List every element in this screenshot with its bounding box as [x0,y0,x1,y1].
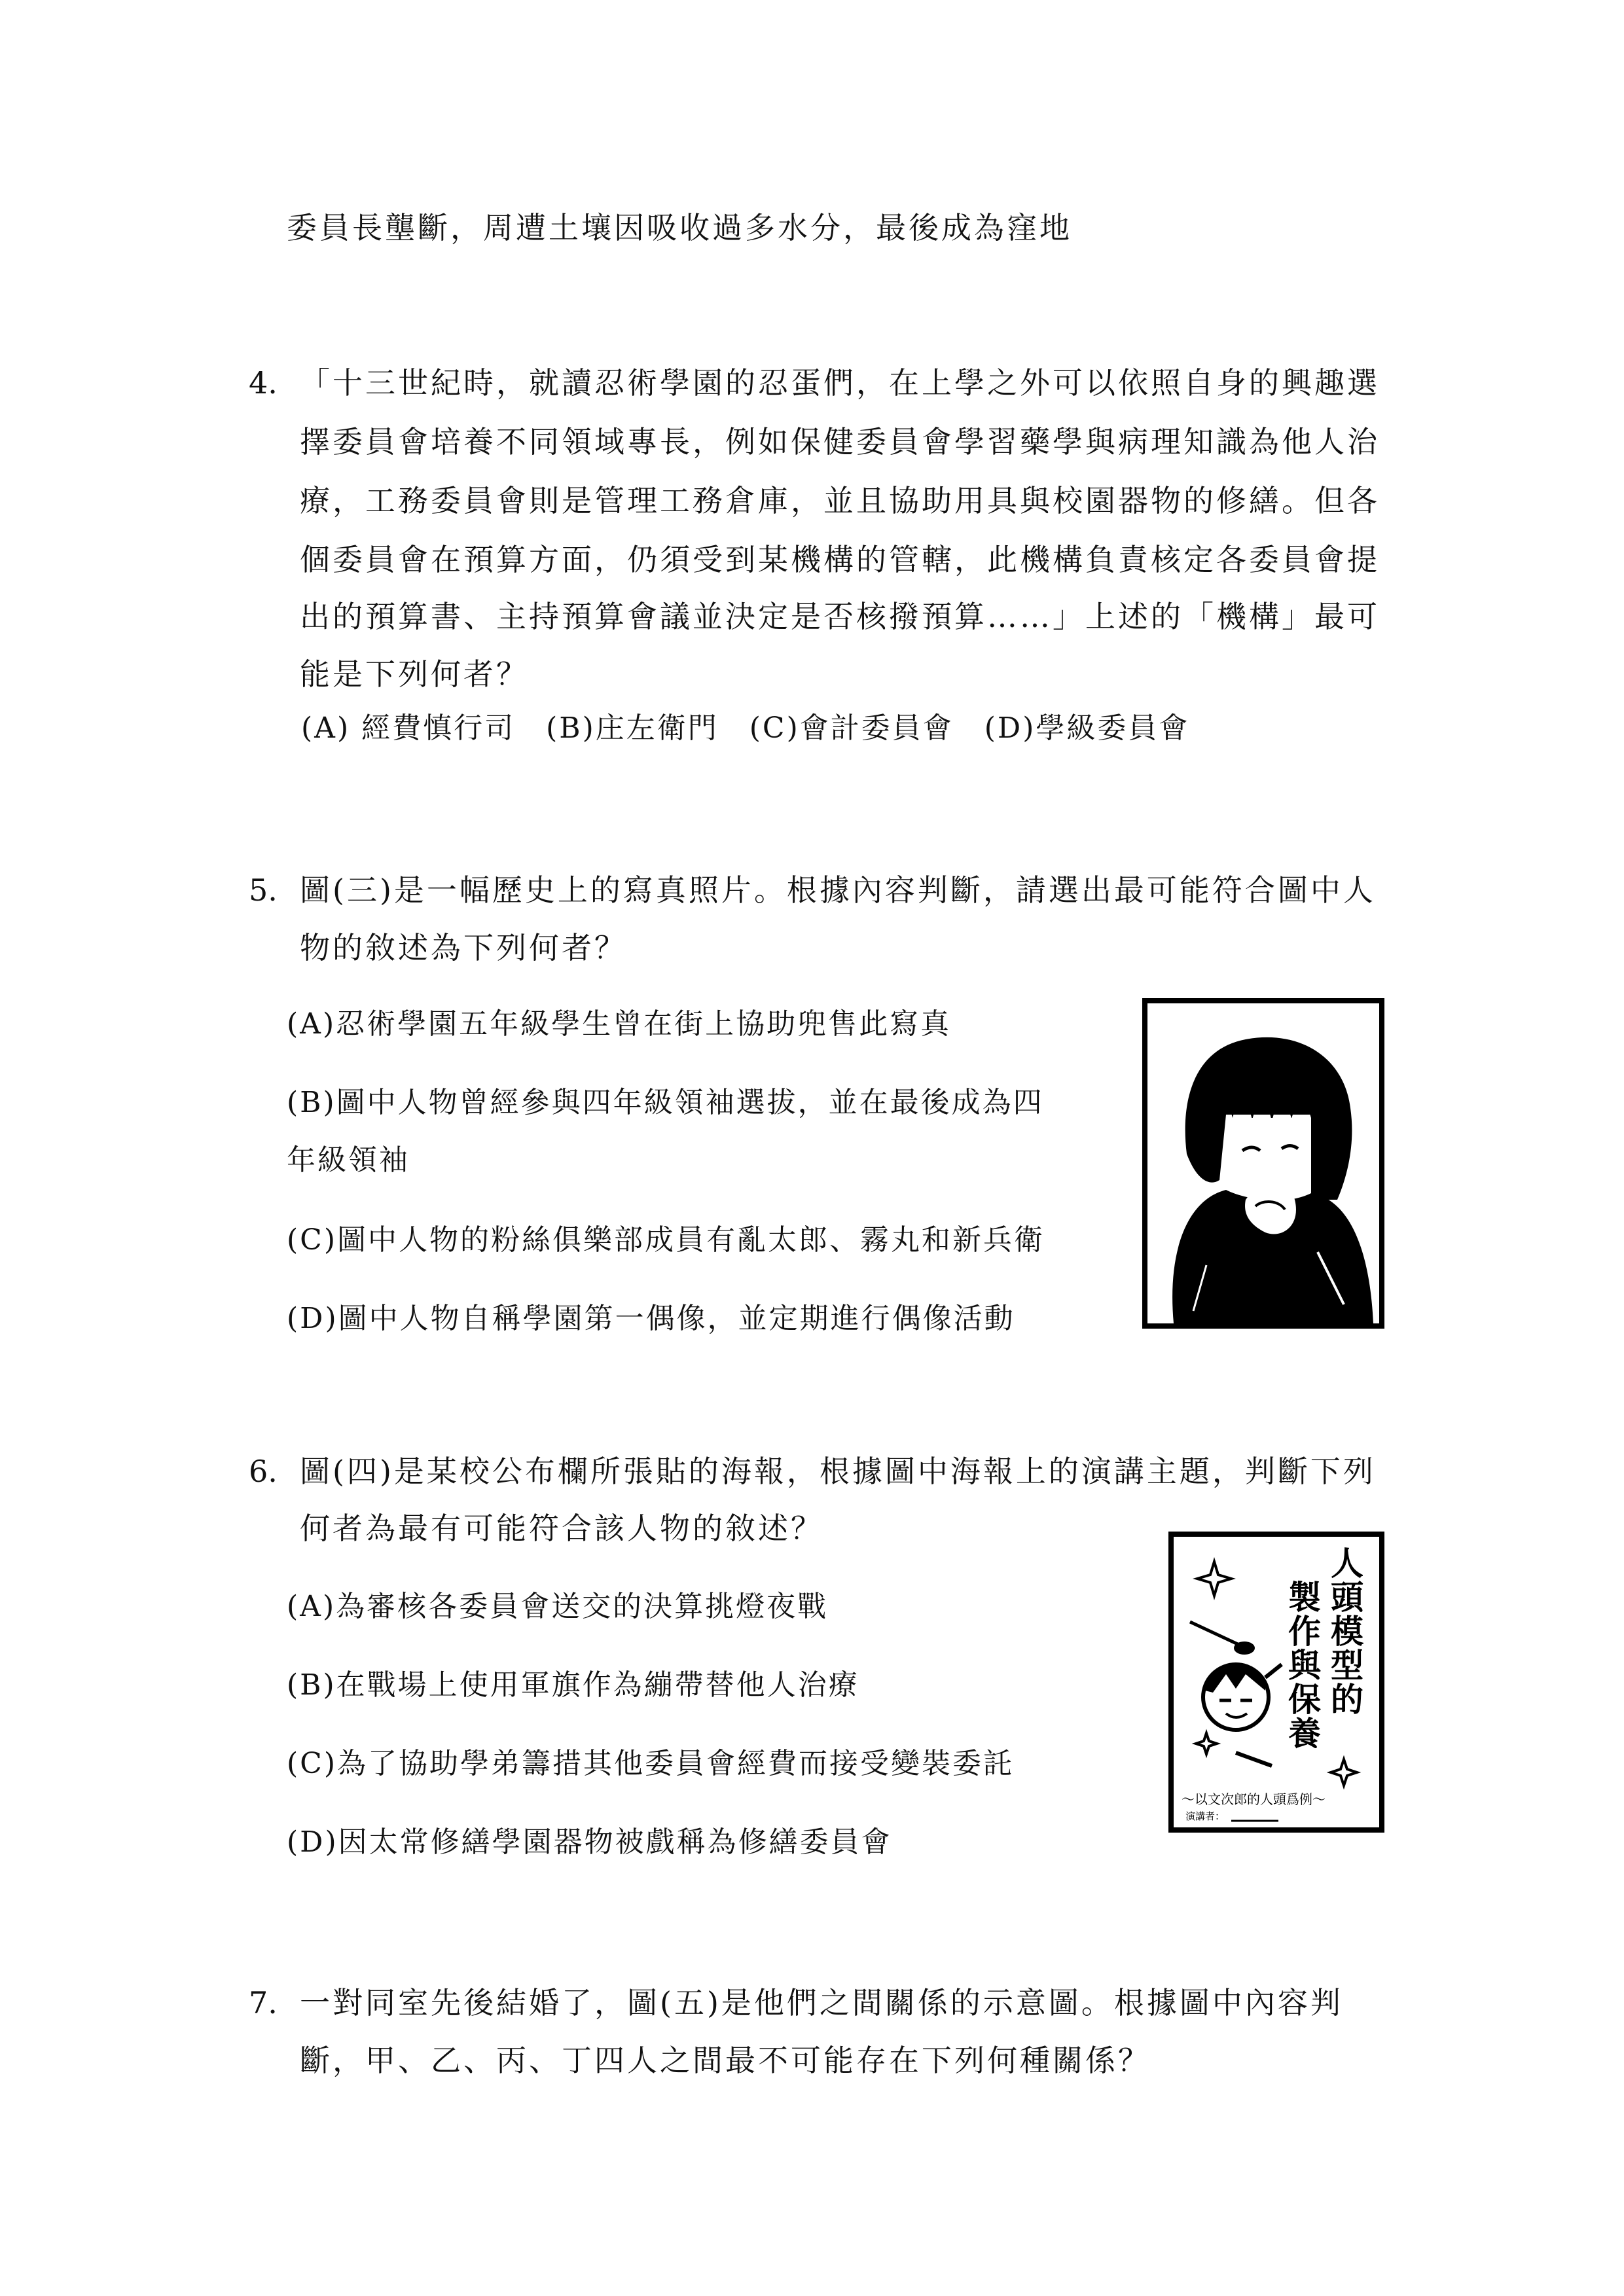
question-text-line: 出的預算書、主持預算會議並決定是否核撥預算……」上述的「機構」最可 [300,599,1380,634]
question-text-line: 圖(四)是某校公布欄所張貼的海報，根據圖中海報上的演講主題，判斷下列 [300,1454,1376,1489]
question-number: 5. [249,872,278,908]
question-text-line: 「十三世紀時，就讀忍術學園的忍蛋們，在上學之外可以依照自身的興趣選 [300,365,1380,401]
poster-title-char: 頭 [1331,1579,1363,1616]
poster-subtitle: ～以文次郎的人頭爲例～ [1182,1793,1326,1807]
poster-title-char: 模 [1331,1613,1363,1650]
question-text-line: 一對同室先後結婚了，圖(五)是他們之間關係的示意圖。根據圖中內容判 [300,1985,1343,2020]
option-c: (C)為了協助學弟籌措其他委員會經費而接受變裝委託 [287,1747,1014,1780]
option-b: (B)圖中人物曾經參與四年級領袖選拔，並在最後成為四 [287,1086,1044,1119]
answer-options: (A) 經費慎行司 (B)庄左衛門 (C)會計委員會 (D)學級委員會 [301,711,1190,745]
question-text-line: 斷，甲、乙、丙、丁四人之間最不可能存在下列何種關係？ [300,2043,1151,2078]
question-text-line: 物的敘述為下列何者？ [300,930,627,965]
poster-title-char: 的 [1331,1681,1363,1718]
silhouette-illustration [1147,1003,1379,1323]
option-a: (A)為審核各委員會送交的決算挑燈夜戰 [287,1590,829,1623]
question-text-line: 療，工務委員會則是管理工務倉庫，並且協助用具與校園器物的修繕。但各 [300,483,1380,518]
poster-title-char: 型 [1331,1647,1363,1684]
option-a: (A)忍術學園五年級學生曾在街上協助兜售此寫真 [287,1007,952,1041]
poster-title-char: 製 [1288,1579,1321,1616]
option-c: (C)圖中人物的粉絲俱樂部成員有亂太郎、霧丸和新兵衛 [287,1223,1045,1257]
option-b-continued: 年級領袖 [287,1143,410,1177]
poster-title-char: 作 [1288,1613,1321,1650]
question-number: 6. [249,1454,278,1489]
option-d: (D)圖中人物自稱學園第一偶像，並定期進行偶像活動 [287,1302,1015,1335]
option-d: (D)因太常修繕學園器物被戲稱為修繕委員會 [287,1825,892,1859]
poster-speaker: 演講者： [1185,1811,1225,1822]
question-text-line: 能是下列何者？ [300,656,529,692]
question-number: 7. [249,1985,278,2020]
question-text-line: 何者為最有可能符合該人物的敘述？ [300,1511,823,1546]
figure-3-portrait [1142,998,1384,1329]
poster-title-char: 與 [1288,1647,1321,1684]
option-b: (B)在戰場上使用軍旗作為繃帶替他人治療 [287,1668,859,1702]
poster-title-char: 養 [1288,1715,1321,1752]
poster-illustration [1174,1537,1379,1827]
question-text-line: 個委員會在預算方面，仍須受到某機構的管轄，此機構負責核定各委員會提 [300,542,1380,577]
poster-title-char: 人 [1331,1545,1363,1582]
question-number: 4. [249,365,278,401]
question-text-line: 圖(三)是一幅歷史上的寫真照片。根據內容判斷，請選出最可能符合圖中人 [300,872,1376,908]
figure-4-poster [1168,1532,1384,1833]
poster-title-char: 保 [1288,1681,1321,1718]
previous-question-tail: 委員長壟斷，周遭土壤因吸收過多水分，最後成為窪地 [287,210,1072,245]
question-text-line: 擇委員會培養不同領域專長，例如保健委員會學習藥學與病理知識為他人治 [300,424,1380,459]
